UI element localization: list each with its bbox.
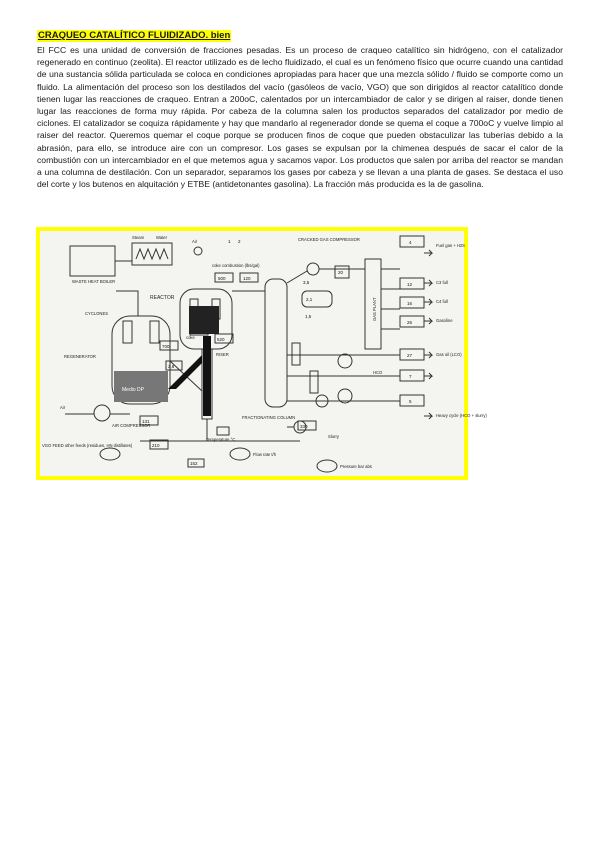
label-cracked-gas-compressor: CRACKED GAS COMPRESSOR — [298, 237, 360, 242]
fcc-diagram — [40, 231, 487, 476]
label-c3: C3 full — [436, 280, 448, 285]
num-1: 1 — [228, 239, 231, 244]
num-20: 20 — [338, 270, 344, 275]
num-330: 330 — [300, 424, 308, 429]
num-700: 700 — [162, 344, 170, 349]
num-500: 500 — [218, 276, 226, 281]
num-7: 7 — [409, 374, 412, 379]
label-heavy-cycle: Heavy cycle (HCO + slurry) — [436, 413, 487, 418]
num-3-5: 3,5 — [303, 280, 310, 285]
body-paragraph: El FCC es una unidad de conversión de fracciones pesadas. Es un proceso de craqueo catalítico sin hidrógeno, con el catalizador regenerado en continuo (zeolita). El reactor utilizado es de lecho fluidizado, el cual es un fenómeno físico que ocurre cuando una cantidad de una sustancia sólida particulada se coloca en condiciones apropiadas para hacer que una mezcla sólido / fluido se comporte como un fluido. La alimentación del proceso son los destilados del vacío (gasóleos de vacío, VGO) que son dirigidos al reactor catalítico donde tienen lugar las reacciones de craqueo. Entran a 200oC, calentados por un intercambiador de calor y se dirigen al raiser, donde tienen lugar las reacciones de forma muy rápida. Por cabeza de la columna salen los productos separados del catalizador por medio de ciclones. El catalizador se coquiza rápidamente y hay que mandarlo al regenerador donde se quema el coque a 700oC y vuelve limpio al raiser del reactor. Queremos quemar el coque porque se producen finos de coque que pueden obstaculizar las tuberías debido a la abrasión, para ello, se introduce aire con un compresor. Los gases se expulsan por la chimenea después de sacar el calor de la combustión con un intercambiador en el que metemos agua y sacamos vapor. Los productos que salen por arriba del reactor se mandan a una columna de destilación. Con un separador, separamos los gases por cabeza y se llevan a una planta de gases. Se destaca el uso del corte y los butenos en alquitación y ETBE (antidetonantes gasolina). La fracción más producida es la de gasolina. — [37, 45, 563, 190]
num-120: 120 — [243, 276, 251, 281]
label-coke-combustion: coke combustion (lbs/gal) — [212, 263, 260, 268]
legend-temperature: Temperature °C — [206, 437, 236, 442]
num-520: 520 — [217, 337, 225, 342]
fcc-process-diagram-svg — [40, 231, 487, 476]
label-c4: C4 full — [436, 299, 448, 304]
label-air-compressor: AIR COMPRESSOR — [112, 423, 151, 428]
section-heading: CRAQUEO CATALÍTICO FLUIDIZADO. bien — [38, 30, 231, 41]
num-2-1: 2,1 — [306, 297, 313, 302]
num-1-5: 1,5 — [305, 314, 312, 319]
legend-pressure: Pressure bar abs — [340, 464, 372, 469]
cracked-gas-compressor — [307, 263, 319, 275]
label-riser: RISER — [216, 352, 229, 357]
label-gas-plant: GAS PLANT — [372, 297, 377, 321]
num-5: 5 — [409, 399, 412, 404]
air-compressor — [94, 405, 110, 421]
label-gas-oil: Gas oil (LCO) — [436, 352, 462, 357]
label-slurry: Slurry — [328, 434, 339, 439]
waste-heat-boiler — [70, 246, 115, 276]
fcc-diagram-frame — [36, 227, 487, 480]
num-16: 16 — [407, 301, 413, 306]
label-coke: coke — [186, 335, 195, 340]
label-fractionating-column: FRACTIONATING COLUMN — [242, 415, 296, 420]
label-air-left: Air — [60, 405, 66, 410]
label-waste-heat-boiler: WASTE HEAT BOILER — [72, 279, 116, 284]
fractionating-column — [265, 279, 287, 407]
num-4: 4 — [409, 240, 412, 245]
num-12: 12 — [407, 282, 413, 287]
label-water: Water — [156, 235, 168, 240]
num-27: 27 — [407, 353, 413, 358]
label-regenerator: REGENERATOR — [64, 354, 96, 359]
label-medio-dp: Medio DP — [122, 387, 144, 393]
air-inlet-icon — [194, 247, 202, 255]
label-reactor: REACTOR — [150, 295, 175, 301]
num-152: 152 — [190, 461, 198, 466]
label-air-top: Air — [192, 239, 198, 244]
label-steam: Steam — [132, 235, 145, 240]
num-26: 26 — [407, 320, 413, 325]
num-210: 210 — [152, 443, 160, 448]
label-hco: HCO — [373, 370, 383, 375]
label-vgo-feed: VGO FEED other feeds (residues, HN distillates) — [42, 443, 133, 448]
num-2-8: 2,8 — [168, 364, 175, 369]
legend-flow-rate: Flow rate t/h — [253, 452, 277, 457]
label-gasoline: Gasoline — [436, 318, 453, 323]
num-2: 2 — [238, 239, 241, 244]
label-cyclones: CYCLONES — [85, 311, 109, 316]
num-131: 131 — [142, 419, 150, 424]
label-fuel-gas: Fuel gas + H2S — [436, 243, 465, 248]
